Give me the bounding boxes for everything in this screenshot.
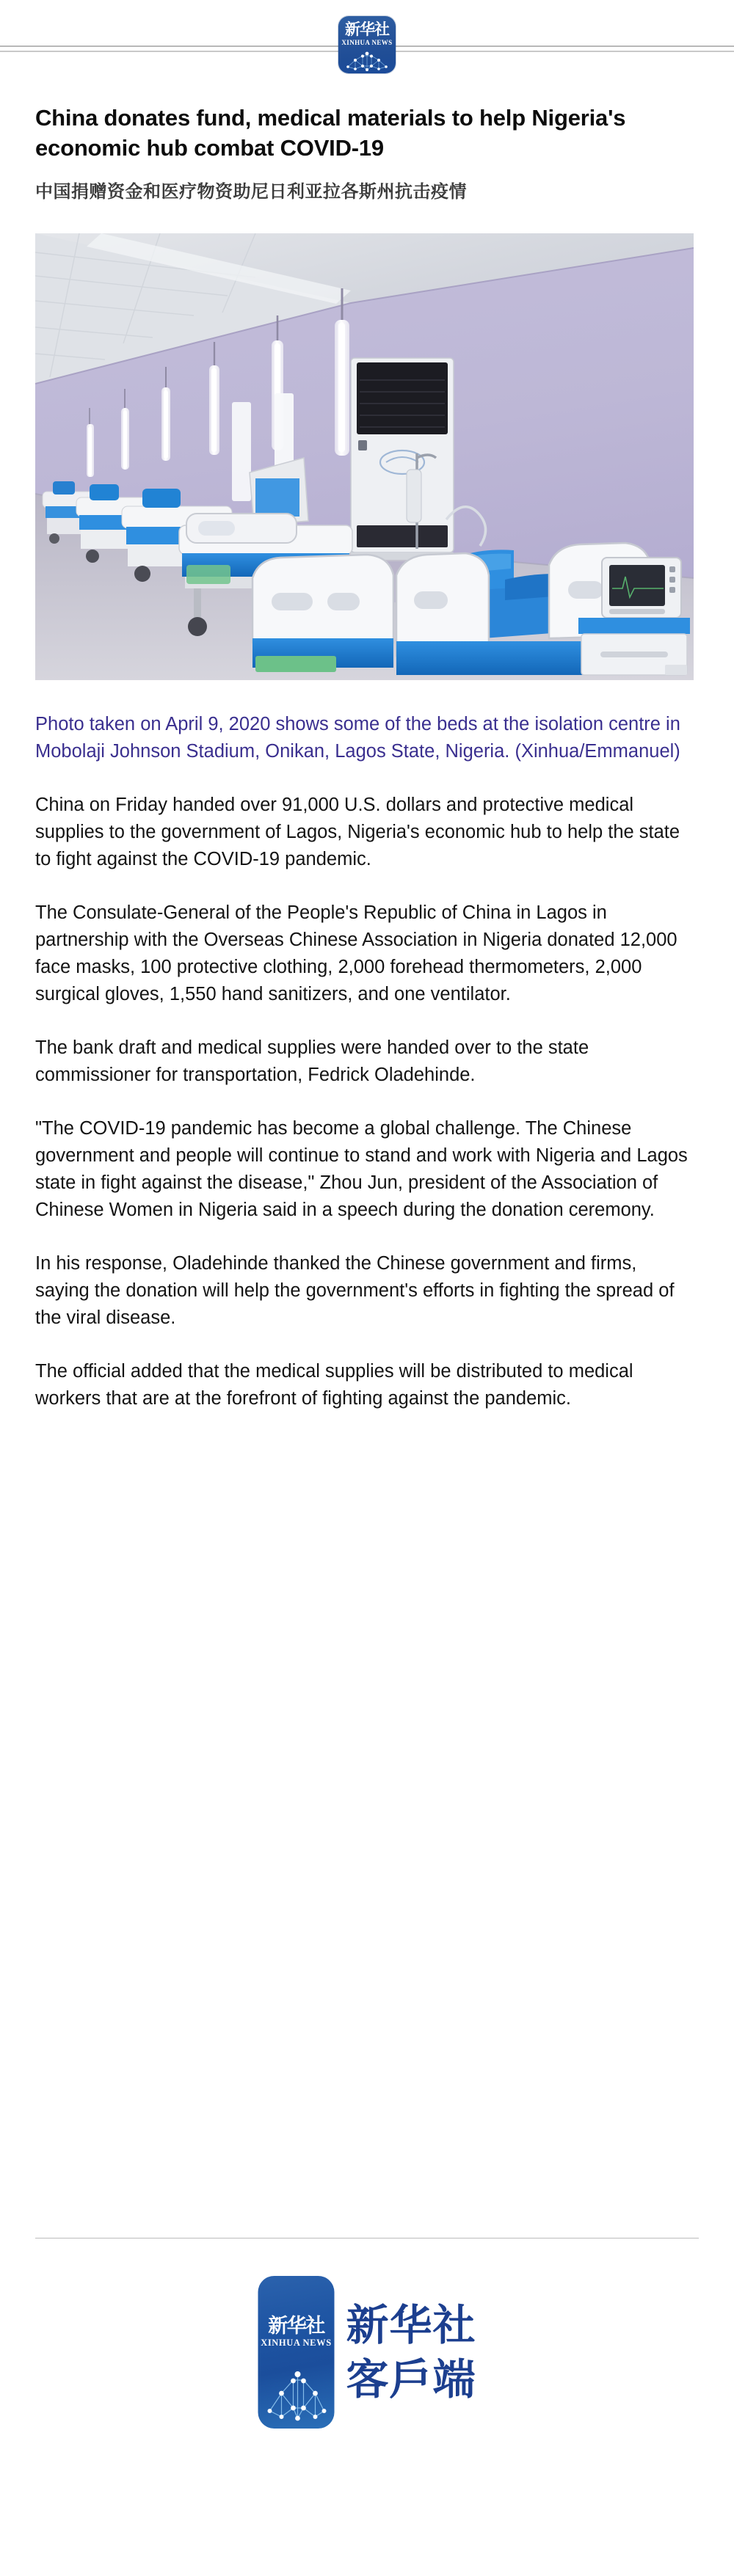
article-paragraph: "The COVID-19 pandemic has become a global challenge. The Chinese government and people will continue to stand and work with Nigeria and Lagos state in fight against the disease," Zhou Jun, president of the Association of Chinese Women in Nigeria said in a speech during the donation ceremony.	[35, 1118, 688, 1220]
hospital-ward-illustration	[35, 233, 694, 680]
logo-english-text: XINHUA NEWS	[341, 39, 393, 46]
article-paragraph: China on Friday handed over 91,000 U.S. dollars and protective medical supplies to the government of Lagos, Nigeria's economic hub to help the state to fight against the COVID-19 pandemic.	[35, 795, 680, 869]
footer-divider	[35, 2238, 699, 2239]
footer	[0, 2238, 734, 2404]
article-paragraph: In his response, Oladehinde thanked the Chinese government and firms, saying the donation will help the government's efforts in fighting the spread of the viral disease.	[35, 1253, 675, 1328]
masthead	[0, 0, 734, 87]
footer-branding[interactable]	[258, 2276, 476, 2429]
article-paragraph: The official added that the medical supplies will be distributed to medical workers that are at the forefront of fighting against the pandemic.	[35, 1361, 633, 1409]
network-graphic-icon	[338, 47, 396, 73]
footer-logo-chinese-text: 新华社	[268, 2315, 324, 2338]
logo-chinese-text: 新华社	[345, 21, 389, 38]
footer-wordmark-line-1: 新华社	[346, 2300, 476, 2350]
page-subtitle-chinese: 中国捐赠资金和医疗物资助尼日利亚拉各斯州抗击疫情	[35, 180, 467, 202]
footer-logo-english-text: XINHUA NEWS	[261, 2338, 332, 2348]
xinhua-news-logo-icon[interactable]	[338, 16, 396, 73]
footer-wordmark	[346, 2298, 476, 2407]
article-figure	[35, 233, 694, 680]
photo-caption: Photo taken on April 9, 2020 shows some of the beds at the isolation centre in Mobolaji Johnson Stadium, Onikan, Lagos State, Nigeria. (Xinhua/Emmanuel)	[35, 714, 680, 762]
page-title: China donates fund, medical materials to help Nigeria's economic hub combat COVID-19	[35, 105, 626, 161]
footer-wordmark-line-2: 客戶端	[346, 2354, 476, 2404]
hospital-ward-photo	[35, 233, 694, 680]
xinhua-news-app-icon[interactable]	[258, 2276, 334, 2429]
article-body	[35, 792, 696, 1412]
article-paragraph: The Consulate-General of the People's Republic of China in Lagos in partnership with the Overseas Chinese Association in Nigeria donated 12,000 face masks, 100 protective clothing, 2,000 forehead thermometers, 2,000 surgical gloves, 1,550 hand sanitizers, and one ventilator.	[35, 902, 677, 1004]
network-graphic-icon	[258, 2357, 334, 2429]
article-paragraph: The bank draft and medical supplies were handed over to the state commissioner for transportation, Fedrick Oladehinde.	[35, 1037, 589, 1085]
